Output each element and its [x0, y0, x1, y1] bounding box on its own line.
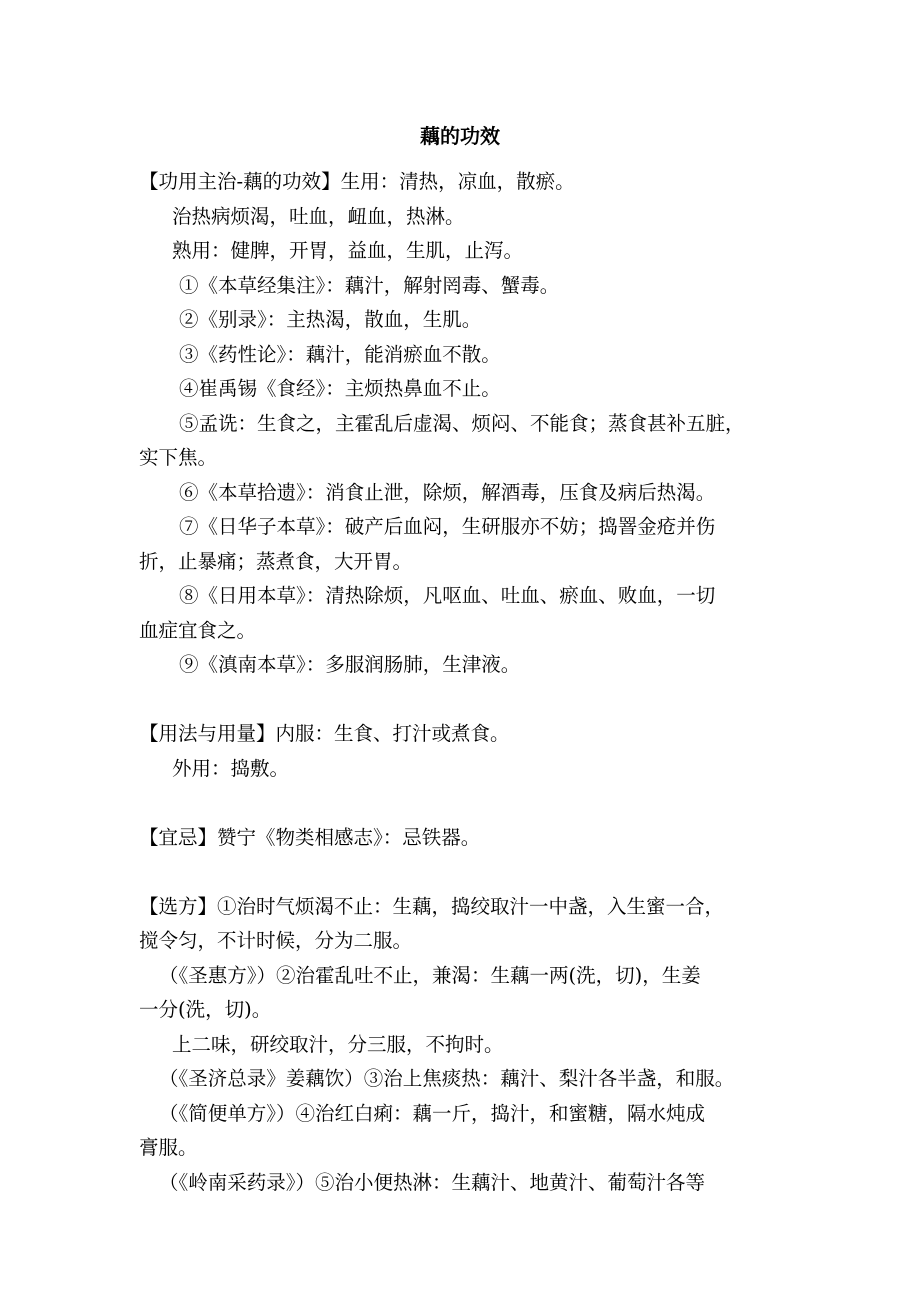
- text-line: ④崔禹锡《食经》：主烦热鼻血不止。: [179, 377, 501, 400]
- text-line: （《圣济总录》姜藕饮）③治上焦痰热：藕汁、梨汁各半盏，和服。: [159, 1067, 735, 1090]
- blank-line: [139, 786, 809, 821]
- text-line: （《岭南采药录》）⑤治小便热淋：生藕汁、地黄汁、葡萄汁各等: [159, 1170, 706, 1194]
- text-line: ①《本草经集注》：藕汁，解射罔毒、蟹毒。: [179, 273, 560, 297]
- text-line: ⑧《日用本草》：清热除烦，凡呕血、吐血、瘀血、败血，一切: [179, 584, 716, 607]
- text-line: ②《别录》：主热渴，散血，生肌。: [179, 308, 482, 331]
- text-line: 【用法与用量】内服：生食、打汁或煮食。: [139, 722, 510, 745]
- document-body: [139, 165, 809, 1200]
- text-line: 实下焦。: [139, 446, 218, 469]
- text-line: 【功用主治-藕的功效】生用：清热，凉血，散瘀。: [139, 170, 575, 193]
- document-title: 藕的功效: [420, 124, 500, 148]
- text-line: 一分(洗，切)。: [139, 998, 272, 1021]
- text-line: 上二味，研绞取汁，分三服，不拘时。: [172, 1032, 504, 1056]
- text-line: ⑨《滇南本草》：多服润肠肺，生津液。: [179, 653, 521, 676]
- text-line: 折，止暴痛；蒸煮食，大开胃。: [139, 549, 413, 573]
- text-line: 【选方】①治时气烦渴不止：生藕，捣绞取汁一中盏，入生蜜一合，: [139, 894, 725, 918]
- text-line: （《圣惠方》）②治霍乱吐不止，兼渴：生藕一两(洗，切)，生姜: [159, 963, 701, 987]
- blank-line: [139, 683, 809, 718]
- text-line: 【宜忌】赞宁《物类相感志》：忌铁器。: [139, 825, 481, 849]
- text-line: ③《药性论》：藕汁，能消瘀血不散。: [179, 342, 501, 366]
- text-line: （《简便单方》）④治红白痢：藕一斤，捣汁，和蜜糖，隔水炖成: [159, 1101, 706, 1125]
- text-line: 治热病烦渴，吐血，衄血，热淋。: [172, 204, 465, 228]
- text-line: ⑥《本草拾遗》：消食止泄，除烦，解酒毒，压食及病后热渴。: [179, 480, 716, 504]
- text-line: 熟用：健脾，开胃，益血，生肌，止泻。: [172, 239, 524, 262]
- text-line: 血症宜食之。: [139, 618, 257, 642]
- text-line: 搅令匀，不计时候，分为二服。: [139, 929, 413, 952]
- text-line: 膏服。: [139, 1136, 198, 1159]
- blank-line: [139, 855, 809, 890]
- text-line: ⑤孟诜：生食之，主霍乱后虚渴、烦闷、不能食；蒸食甚补五脏，: [179, 411, 745, 435]
- text-line: 外用：捣敷。: [172, 756, 290, 780]
- text-line: ⑦《日华子本草》：破产后血闷，生研服亦不妨；捣罯金疮并伤: [179, 515, 716, 538]
